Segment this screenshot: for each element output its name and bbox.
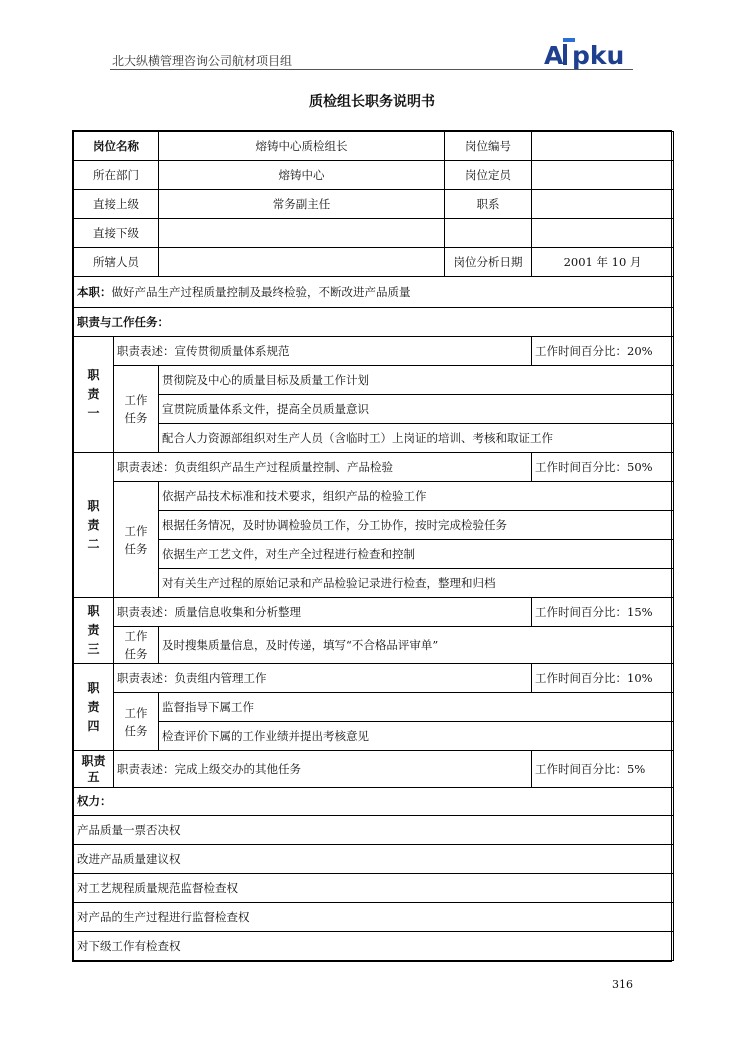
task-item: 及时搜集质量信息，及时传递，填写“不合格品评审单” (159, 627, 674, 664)
duty-time-percent: 工作时间百分比：20% (532, 337, 674, 366)
power-row (74, 932, 674, 961)
duty-statement: 职责表述：负责组织产品生产过程质量控制、产品检验 (114, 453, 532, 482)
core-duty-label: 本职： (77, 284, 112, 299)
row-duties-title (74, 308, 674, 337)
power-item: 改进产品质量建议权 (74, 845, 674, 874)
task-row (74, 511, 674, 540)
task-row (74, 693, 674, 722)
dept-value: 熔铸中心 (159, 161, 445, 190)
duty-statement: 职责表述：完成上级交办的其他任务 (114, 751, 532, 788)
quota-label: 岗位定员 (445, 161, 532, 190)
task-item: 宣贯院质量体系文件，提高全员质量意识 (159, 395, 674, 424)
duty-time-percent: 工作时间百分比：5% (532, 751, 674, 788)
task-row (74, 540, 674, 569)
duty-row (74, 337, 674, 366)
power-row (74, 874, 674, 903)
power-item: 对产品的生产过程进行监督检查权 (74, 903, 674, 932)
task-item: 对有关生产过程的原始记录和产品检验记录进行检查，整理和归档 (159, 569, 674, 598)
header-org: 北大纵横管理咨询公司航材项目组 (112, 54, 293, 68)
duty-statement: 职责表述：质量信息收集和分析整理 (114, 598, 532, 627)
duty-number: 职 责 一 (74, 337, 114, 453)
power-item: 对下级工作有检查权 (74, 932, 674, 961)
duty-row (74, 664, 674, 693)
staff-label: 所辖人员 (74, 248, 159, 277)
core-duty (74, 277, 674, 308)
power-row (74, 816, 674, 845)
row-dept (74, 161, 674, 190)
duty-time-percent: 工作时间百分比：50% (532, 453, 674, 482)
duty-number: 职 责 三 (74, 598, 114, 664)
dept-label: 所在部门 (74, 161, 159, 190)
subordinate-value (159, 219, 445, 248)
task-row (74, 722, 674, 751)
task-row (74, 569, 674, 598)
staff-value (159, 248, 445, 277)
task-item: 依据产品技术标准和技术要求，组织产品的检验工作 (159, 482, 674, 511)
grade-label: 职系 (445, 190, 532, 219)
task-row (74, 627, 674, 664)
superior-value: 常务副主任 (159, 190, 445, 219)
duty-statement: 职责表述：宣传贯彻质量体系规范 (114, 337, 532, 366)
duty-time-percent: 工作时间百分比：15% (532, 598, 674, 627)
duty-row (74, 453, 674, 482)
duty-number: 职 责 二 (74, 453, 114, 598)
analysis-date-value: 2001 年 10 月 (532, 248, 674, 277)
duty-row (74, 751, 674, 788)
task-item: 根据任务情况，及时协调检验员工作，分工协作，按时完成检验任务 (159, 511, 674, 540)
row-staff (74, 248, 674, 277)
document-title: 质检组长职务说明书 (309, 94, 435, 110)
duty-number: 职责 五 (74, 751, 114, 788)
grade-value (532, 190, 674, 219)
duty-time-percent: 工作时间百分比：10% (532, 664, 674, 693)
task-item: 监督指导下属工作 (159, 693, 674, 722)
quota-value (532, 161, 674, 190)
duties-section-title: 职责与工作任务： (74, 308, 674, 337)
analysis-date-label: 岗位分析日期 (445, 248, 532, 277)
power-row (74, 903, 674, 932)
core-duty-text: 做好产品生产过程质量控制及最终检验，不断改进产品质量 (111, 284, 411, 299)
work-task-label: 工作 任务 (114, 482, 159, 598)
task-row (74, 395, 674, 424)
task-item: 贯彻院及中心的质量目标及质量工作计划 (159, 366, 674, 395)
duty-row (74, 598, 674, 627)
task-item: 依据生产工艺文件，对生产全过程进行检查和控制 (159, 540, 674, 569)
task-row (74, 366, 674, 395)
position-name-label: 岗位名称 (74, 132, 159, 161)
row-superior (74, 190, 674, 219)
job-description-table (73, 131, 674, 961)
row-powers-title (74, 788, 674, 816)
work-task-label: 工作 任务 (114, 693, 159, 751)
power-item: 对工艺规程质量规范监督检查权 (74, 874, 674, 903)
duty-number: 职 责 四 (74, 664, 114, 751)
duty-statement: 职责表述：负责组内管理工作 (114, 664, 532, 693)
page-number: 316 (612, 978, 633, 991)
power-item: 产品质量一票否决权 (74, 816, 674, 845)
work-task-label: 工作 任务 (114, 366, 159, 453)
power-row (74, 845, 674, 874)
alpku-logo (542, 38, 638, 70)
position-no-value (532, 132, 674, 161)
position-no-label: 岗位编号 (445, 132, 532, 161)
position-name-value: 熔铸中心质检组长 (159, 132, 445, 161)
row-core-duty (74, 277, 674, 308)
superior-label: 直接上级 (74, 190, 159, 219)
task-item: 检查评价下属的工作业绩并提出考核意见 (159, 722, 674, 751)
job-description-sheet (72, 130, 672, 962)
task-row (74, 424, 674, 453)
row-position-name (74, 132, 674, 161)
powers-section-title: 权力： (74, 788, 674, 816)
row-subordinate (74, 219, 674, 248)
task-row (74, 482, 674, 511)
svg-text:pku: pku (572, 41, 625, 70)
task-item: 配合人力资源部组织对生产人员（含临时工）上岗证的培训、考核和取证工作 (159, 424, 674, 453)
subordinate-label: 直接下级 (74, 219, 159, 248)
svg-text:A: A (544, 41, 564, 70)
work-task-label: 工作 任务 (114, 627, 159, 664)
